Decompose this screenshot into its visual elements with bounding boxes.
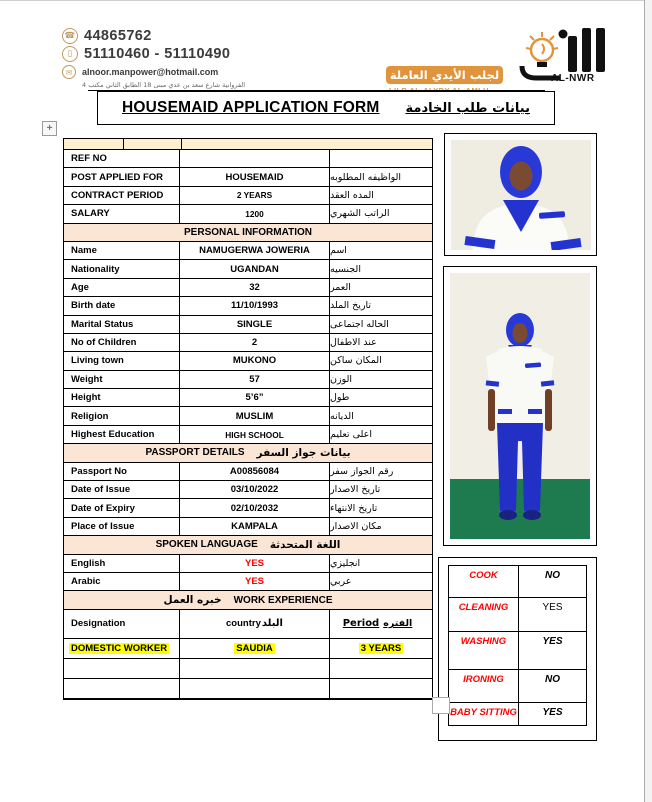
table-row <box>64 555 432 573</box>
field-label: Date of Issue <box>64 481 180 498</box>
work-country <box>180 659 330 678</box>
field-label-arabic: انجليزي <box>330 557 361 569</box>
applicant-full-length-photo <box>443 266 597 546</box>
field-label-arabic <box>330 150 432 167</box>
mobile-line <box>62 46 245 62</box>
skills-table <box>448 565 587 726</box>
window-top-edge <box>0 0 652 1</box>
skill-value: NO <box>545 570 560 581</box>
field-label-arabic: عربي <box>330 576 352 588</box>
table-row <box>64 518 432 536</box>
work-country: SAUDIA <box>180 639 330 658</box>
skills-box <box>438 557 597 741</box>
field-value: HOUSEMAID <box>180 168 330 185</box>
field-label: Arabic <box>64 573 180 590</box>
company-name-arabic: لجلب الأيدي العاملة <box>386 66 503 84</box>
table-row <box>64 371 432 389</box>
field-label: Height <box>64 389 180 406</box>
field-value: 03/10/2022 <box>180 481 330 498</box>
field-label-arabic: طول <box>330 392 350 404</box>
field-label: Birth date <box>64 297 180 314</box>
skill-label: BABY SITTING <box>449 703 519 725</box>
col-country: country البلد <box>180 610 330 638</box>
field-label-arabic: الحاله اجتماعى <box>330 318 389 330</box>
field-value: 11/10/1993 <box>180 297 330 314</box>
work-country <box>180 679 330 698</box>
field-value: A00856084 <box>180 463 330 480</box>
field-value: 2 YEARS <box>180 187 330 204</box>
work-designation <box>64 679 180 698</box>
field-label: Highest Education <box>64 426 180 443</box>
skill-row <box>449 598 586 632</box>
field-value: 5’6” <box>180 389 330 406</box>
skill-label: CLEANING <box>449 598 519 631</box>
field-label: Religion <box>64 407 180 424</box>
table-row <box>64 499 432 517</box>
field-label: Age <box>64 279 180 296</box>
table-row <box>64 426 432 444</box>
field-label: English <box>64 555 180 572</box>
table-row <box>64 352 432 370</box>
applicant-head-photo <box>444 133 597 256</box>
table-row <box>64 279 432 297</box>
skill-value: YES <box>542 602 563 613</box>
email-address: alnoor.manpower@hotmail.com <box>82 67 219 77</box>
field-label-arabic: عند الاطفال <box>330 337 377 349</box>
field-value: 2 <box>180 334 330 351</box>
email-line <box>62 65 245 79</box>
application-table <box>63 138 433 700</box>
skill-value: NO <box>545 674 560 685</box>
table-row <box>64 205 432 223</box>
field-label-arabic: العمر <box>330 281 351 293</box>
address-arabic: الفروانية شارع سعد بن عدي مبنى 18 الطابق الثاني مكتب 4 <box>82 81 246 89</box>
field-label: Marital Status <box>64 316 180 333</box>
section-header-personal: PERSONAL INFORMATION <box>64 224 432 242</box>
table-row <box>64 187 432 205</box>
skill-label: WASHING <box>449 632 519 669</box>
field-label-arabic: المده العقد <box>330 189 374 201</box>
field-label-arabic: الوزن <box>330 373 353 385</box>
field-value: MUSLIM <box>180 407 330 424</box>
textbox-handle-artifact <box>432 697 450 714</box>
work-columns-header <box>64 610 432 639</box>
skill-value: YES <box>542 707 563 718</box>
field-value: HIGH SCHOOL <box>180 426 330 443</box>
table-row <box>64 407 432 425</box>
mobile-icon: ▯ <box>62 46 78 62</box>
table-row <box>64 334 432 352</box>
col-designation: Designation <box>64 610 180 638</box>
field-label: REF NO <box>64 150 180 167</box>
field-label: CONTRACT PERIOD <box>64 187 180 204</box>
form-title-en: HOUSEMAID APPLICATION FORM <box>122 99 380 116</box>
email-icon: ✉ <box>62 65 76 79</box>
field-label: SALARY <box>64 205 180 222</box>
table-row <box>64 260 432 278</box>
skill-row <box>449 632 586 670</box>
field-label-arabic: رقم الجواز سفر <box>330 465 394 477</box>
field-value: YES <box>180 573 330 590</box>
section-header-language: SPOKEN LANGUAGE اللغة المتحدثة <box>64 536 432 554</box>
contact-block <box>62 28 245 89</box>
field-label-arabic: الواظيفه المطلوبه <box>330 171 402 183</box>
col-period: Period الفتره <box>342 618 413 630</box>
scrollbar-track[interactable] <box>644 0 652 802</box>
logo-caption: AL-NWR <box>551 73 595 84</box>
work-designation: DOMESTIC WORKER <box>64 639 180 658</box>
field-label-arabic: الديانه <box>330 410 354 422</box>
field-value: 1200 <box>180 205 330 222</box>
table-move-handle[interactable]: + <box>42 121 57 136</box>
field-label: No of Children <box>64 334 180 351</box>
table-row <box>64 297 432 315</box>
field-label-arabic: الجنسيه <box>330 263 361 275</box>
skill-row <box>449 670 586 703</box>
work-experience-row <box>64 659 432 679</box>
field-label-arabic: الراتب الشهري <box>330 208 390 220</box>
form-title-box <box>97 91 555 125</box>
field-value: SINGLE <box>180 316 330 333</box>
field-label-arabic: مكان الاصدار <box>330 521 382 532</box>
field-label: Date of Expiry <box>64 499 180 516</box>
field-value: 02/10/2032 <box>180 499 330 516</box>
field-label-arabic: المكان ساكن <box>330 355 382 367</box>
phone-number: 44865762 <box>84 28 152 44</box>
field-value: UGANDAN <box>180 260 330 277</box>
table-row <box>64 316 432 334</box>
field-value: KAMPALA <box>180 518 330 535</box>
mobile-numbers: 51110460 - 51110490 <box>84 46 231 62</box>
section-header-passport: PASSPORT DETAILS بيانات جواز السفر <box>64 444 432 462</box>
table-row <box>64 481 432 499</box>
field-label-arabic: اعلى تعليم <box>330 429 372 441</box>
field-value: MUKONO <box>180 352 330 369</box>
field-value: 57 <box>180 371 330 388</box>
work-period <box>330 659 432 678</box>
field-label: Place of Issue <box>64 518 180 535</box>
table-row <box>64 168 432 186</box>
table-row <box>64 242 432 260</box>
field-value: 32 <box>180 279 330 296</box>
work-period: 3 YEARS <box>360 642 402 654</box>
field-label: Living town <box>64 352 180 369</box>
field-value <box>180 150 330 167</box>
field-label-arabic: تاريخ الاصدار <box>330 484 381 496</box>
table-row <box>64 463 432 481</box>
field-label: POST APPLIED FOR <box>64 168 180 185</box>
table-header-strip <box>64 139 432 150</box>
field-label: Nationality <box>64 260 180 277</box>
skill-label: COOK <box>449 566 519 597</box>
table-row <box>64 389 432 407</box>
skill-value: YES <box>542 636 563 647</box>
table-row <box>64 150 432 168</box>
field-label-arabic: تاريخ الانتهاء <box>330 502 378 514</box>
form-title-ar: بيانات طلب الخادمة <box>405 100 530 116</box>
work-experience-row <box>64 639 432 659</box>
skill-row <box>449 566 586 598</box>
field-value: YES <box>180 555 330 572</box>
work-designation <box>64 659 180 678</box>
field-label-arabic: تاريخ الملد <box>330 300 372 312</box>
field-value: NAMUGERWA JOWERIA <box>180 242 330 259</box>
skill-label: IRONING <box>449 670 519 702</box>
field-label: Weight <box>64 371 180 388</box>
skill-row <box>449 703 586 725</box>
phone-icon: ☎ <box>62 28 78 44</box>
section-header-work: خبره العمل WORK EXPERIENCE <box>64 591 432 609</box>
phone-line <box>62 28 245 44</box>
field-label: Name <box>64 242 180 259</box>
table-row <box>64 573 432 591</box>
field-label-arabic: اسم <box>330 245 347 257</box>
work-period <box>330 679 432 698</box>
work-experience-row <box>64 679 432 699</box>
field-label: Passport No <box>64 463 180 480</box>
